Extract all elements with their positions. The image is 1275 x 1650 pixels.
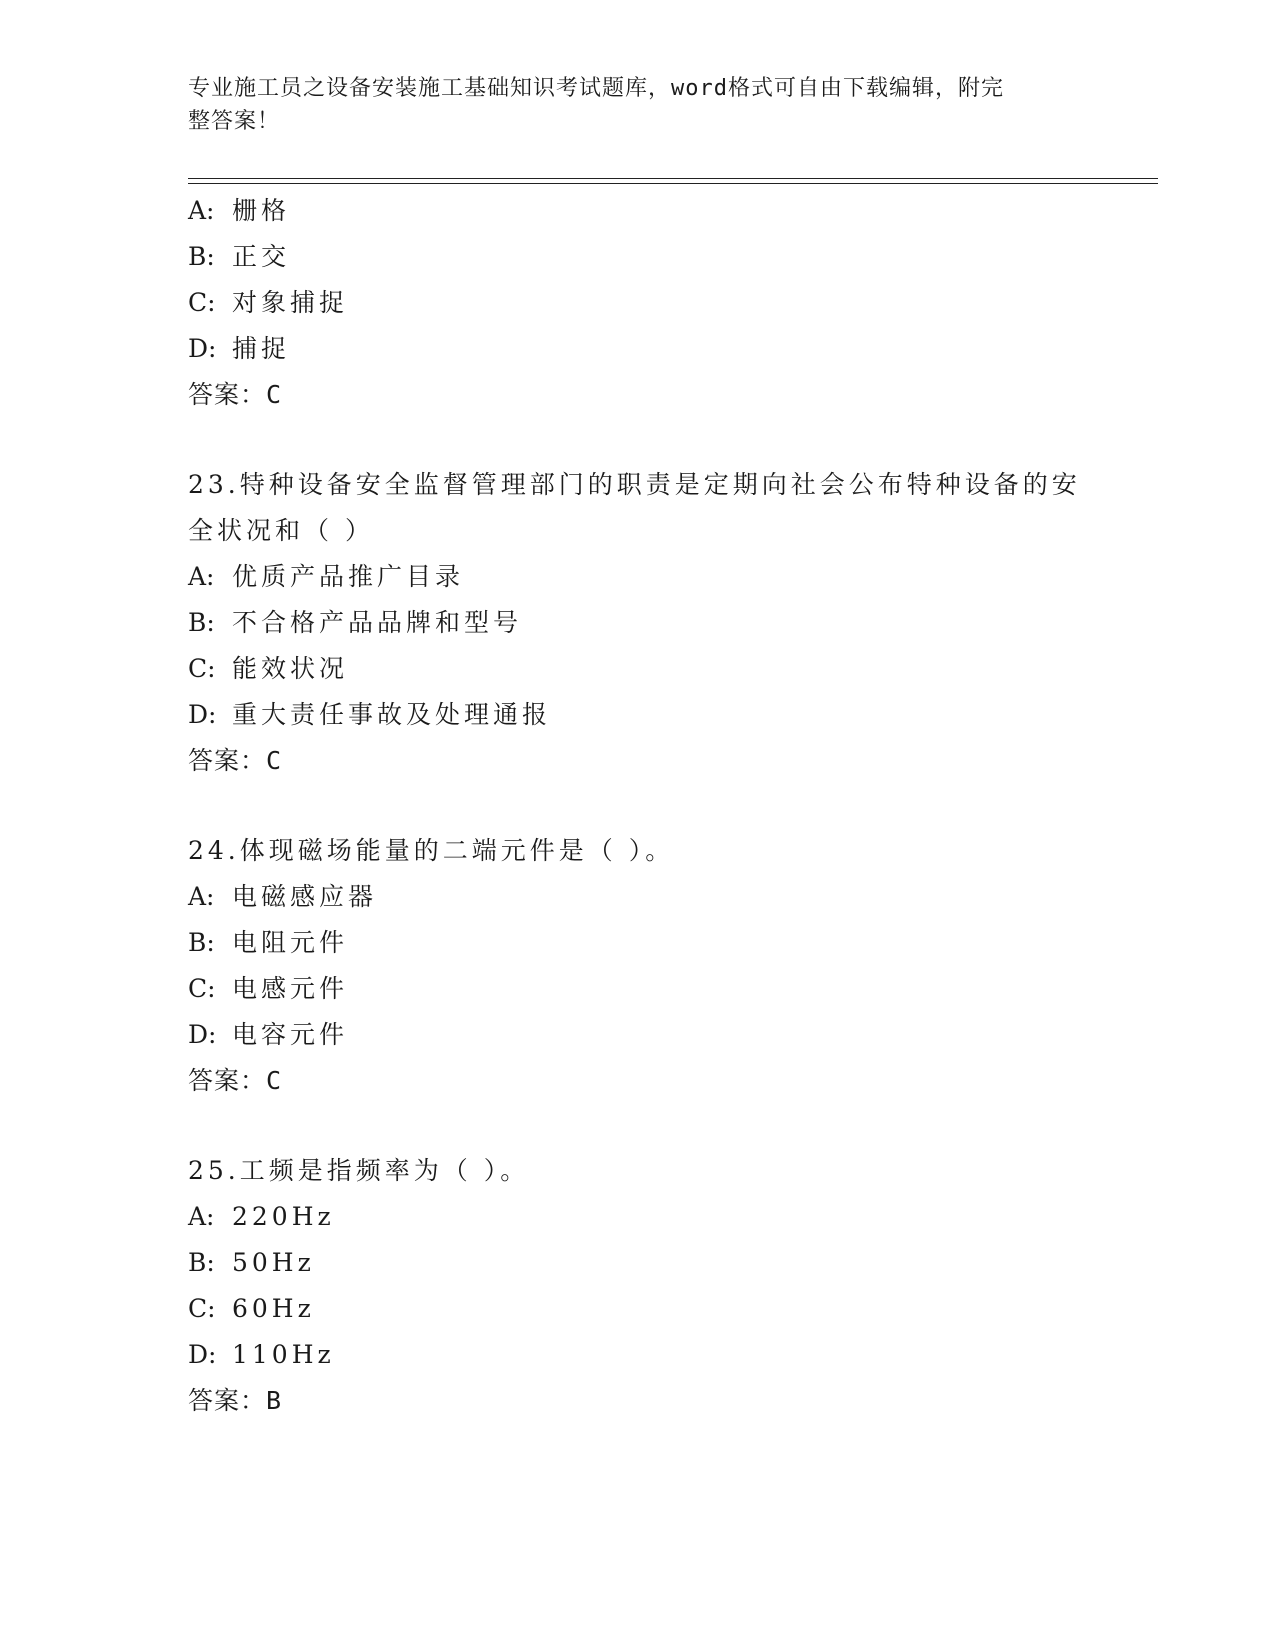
option-letter: A: (188, 1202, 215, 1231)
option-text: 对象捕捉 (232, 288, 349, 317)
question-block-25 (188, 1148, 1088, 1424)
header-line-2: 整答案！ (188, 109, 281, 134)
question-stem-line-2: 全状况和（ ） (188, 516, 374, 545)
option-letter: B: (188, 608, 215, 637)
option-b (188, 600, 1088, 646)
option-a (188, 1194, 1088, 1240)
option-text: 重大责任事故及处理通报 (232, 700, 552, 729)
option-c (188, 280, 1088, 326)
option-a (188, 188, 1088, 234)
option-text: 优质产品推广目录 (232, 562, 465, 591)
option-text: 捕捉 (232, 334, 291, 363)
option-d (188, 326, 1088, 372)
spacer (188, 1104, 1088, 1148)
option-letter: C: (188, 1294, 216, 1323)
option-letter: A: (188, 882, 215, 911)
option-letter: D: (188, 1020, 217, 1049)
question-block-24 (188, 828, 1088, 1104)
option-d (188, 1332, 1088, 1378)
option-text: 110Hz (232, 1340, 335, 1369)
answer-line: 答案：C (188, 746, 283, 775)
option-letter: A: (188, 562, 215, 591)
spacer (188, 418, 1088, 462)
option-b (188, 234, 1088, 280)
answer-line: 答案：C (188, 380, 283, 409)
question-block-23 (188, 462, 1088, 784)
question-block-22 (188, 188, 1088, 418)
option-text: 栅格 (232, 196, 291, 225)
option-letter: C: (188, 288, 216, 317)
question-stem: 25.工频是指频率为（ ）。 (188, 1156, 530, 1185)
option-text: 220Hz (232, 1202, 335, 1231)
option-c (188, 966, 1088, 1012)
answer-line: 答案：B (188, 1386, 283, 1415)
option-text: 电磁感应器 (232, 882, 378, 911)
option-text: 正交 (232, 242, 291, 271)
option-c (188, 1286, 1088, 1332)
option-letter: B: (188, 242, 215, 271)
option-d (188, 692, 1088, 738)
option-c (188, 646, 1088, 692)
header-divider-top (188, 178, 1158, 179)
option-d (188, 1012, 1088, 1058)
question-list (188, 188, 1088, 1424)
option-text: 能效状况 (232, 654, 349, 683)
option-letter: A: (188, 196, 215, 225)
header-divider-bottom (188, 183, 1158, 184)
question-stem: 24.体现磁场能量的二端元件是（ ）。 (188, 836, 675, 865)
option-letter: D: (188, 700, 217, 729)
option-a (188, 554, 1088, 600)
option-text: 电阻元件 (232, 928, 349, 957)
option-letter: B: (188, 1248, 215, 1277)
option-text: 不合格产品品牌和型号 (232, 608, 523, 637)
option-b (188, 920, 1088, 966)
question-stem-line-1: 23.特种设备安全监督管理部门的职责是定期向社会公布特种设备的安 (188, 470, 1081, 499)
option-letter: D: (188, 334, 217, 363)
option-letter: D: (188, 1340, 217, 1369)
option-text: 50Hz (232, 1248, 315, 1277)
option-letter: C: (188, 654, 216, 683)
answer-line: 答案：C (188, 1066, 283, 1095)
document-header (188, 72, 1088, 138)
option-letter: C: (188, 974, 216, 1003)
option-text: 电容元件 (232, 1020, 349, 1049)
header-line-1: 专业施工员之设备安装施工基础知识考试题库，word格式可自由下载编辑，附完 (188, 76, 1004, 101)
option-a (188, 874, 1088, 920)
option-letter: B: (188, 928, 215, 957)
option-text: 60Hz (232, 1294, 315, 1323)
spacer (188, 784, 1088, 828)
option-text: 电感元件 (232, 974, 349, 1003)
option-b (188, 1240, 1088, 1286)
